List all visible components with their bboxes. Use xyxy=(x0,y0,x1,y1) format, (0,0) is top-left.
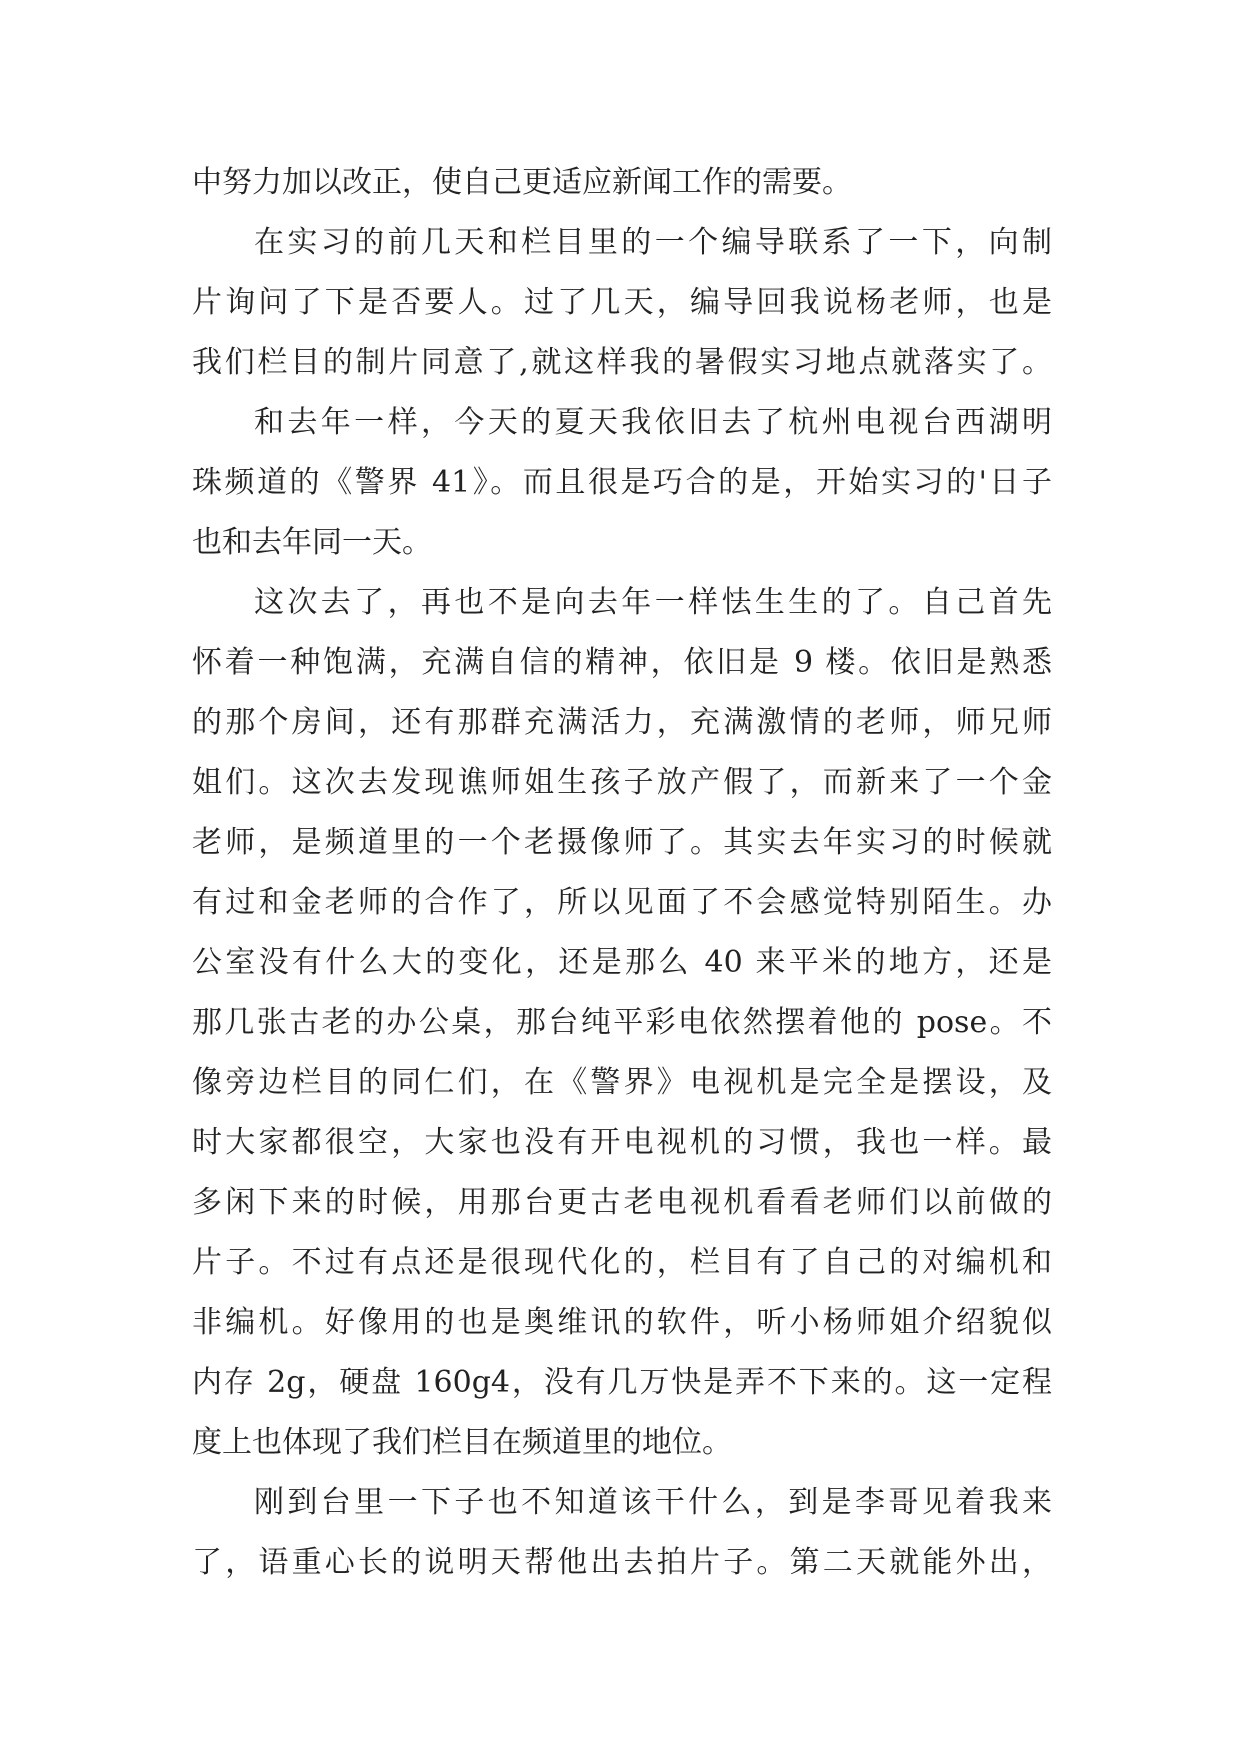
text-line: 姐们。这次去发现谯师姐生孩子放产假了，而新来了一个金 xyxy=(192,765,1052,800)
paragraph-first-line: 这次去了，再也不是向去年一样怯生生的了。自己首先 xyxy=(254,585,1052,620)
text-line: 片询问了下是否要人。过了几天，编导回我说杨老师，也是 xyxy=(192,285,1052,320)
text-line: 度上也体现了我们栏目在频道里的地位。 xyxy=(192,1425,732,1460)
text-line: 老师，是频道里的一个老摄像师了。其实去年实习的时候就 xyxy=(192,825,1052,860)
text-line: 的那个房间，还有那群充满活力，充满激情的老师，师兄师 xyxy=(192,705,1052,740)
text-line: 片子。不过有点还是很现代化的，栏目有了自己的对编机和 xyxy=(192,1245,1052,1280)
text-line: 公室没有什么大的变化，还是那么 40 来平米的地方，还是 xyxy=(192,945,1052,980)
text-line: 有过和金老师的合作了，所以见面了不会感觉特别陌生。办 xyxy=(192,885,1052,920)
text-line: 珠频道的《警界 41》。而且很是巧合的是，开始实习的'日子 xyxy=(192,465,1052,500)
paragraph-first-line: 在实习的前几天和栏目里的一个编导联系了一下，向制 xyxy=(254,225,1052,260)
text-line: 内存 2g，硬盘 160g4，没有几万快是弄不下来的。这一定程 xyxy=(192,1365,1052,1400)
text-line: 像旁边栏目的同仁们，在《警界》电视机是完全是摆设，及 xyxy=(192,1065,1052,1100)
text-line: 多闲下来的时候，用那台更古老电视机看看老师们以前做的 xyxy=(192,1185,1052,1220)
text-line: 非编机。好像用的也是奥维讯的软件，听小杨师姐介绍貌似 xyxy=(192,1305,1052,1340)
text-line: 那几张古老的办公桌，那台纯平彩电依然摆着他的 pose。不 xyxy=(192,1005,1052,1040)
text-line: 我们栏目的制片同意了,就这样我的暑假实习地点就落实了。 xyxy=(192,345,1052,380)
paragraph-first-line: 和去年一样，今天的夏天我依旧去了杭州电视台西湖明 xyxy=(254,405,1052,440)
text-line: 时大家都很空，大家也没有开电视机的习惯，我也一样。最 xyxy=(192,1125,1052,1160)
text-line: 中努力加以改正，使自己更适应新闻工作的需要。 xyxy=(192,165,852,200)
body-text xyxy=(192,159,1052,1599)
paragraph-first-line: 刚到台里一下子也不知道该干什么，到是李哥见着我来 xyxy=(254,1485,1052,1520)
text-line: 怀着一种饱满，充满自信的精神，依旧是 9 楼。依旧是熟悉 xyxy=(192,645,1052,680)
text-line: 了，语重心长的说明天帮他出去拍片子。第二天就能外出， xyxy=(192,1545,1052,1580)
text-line: 也和去年同一天。 xyxy=(192,525,432,560)
